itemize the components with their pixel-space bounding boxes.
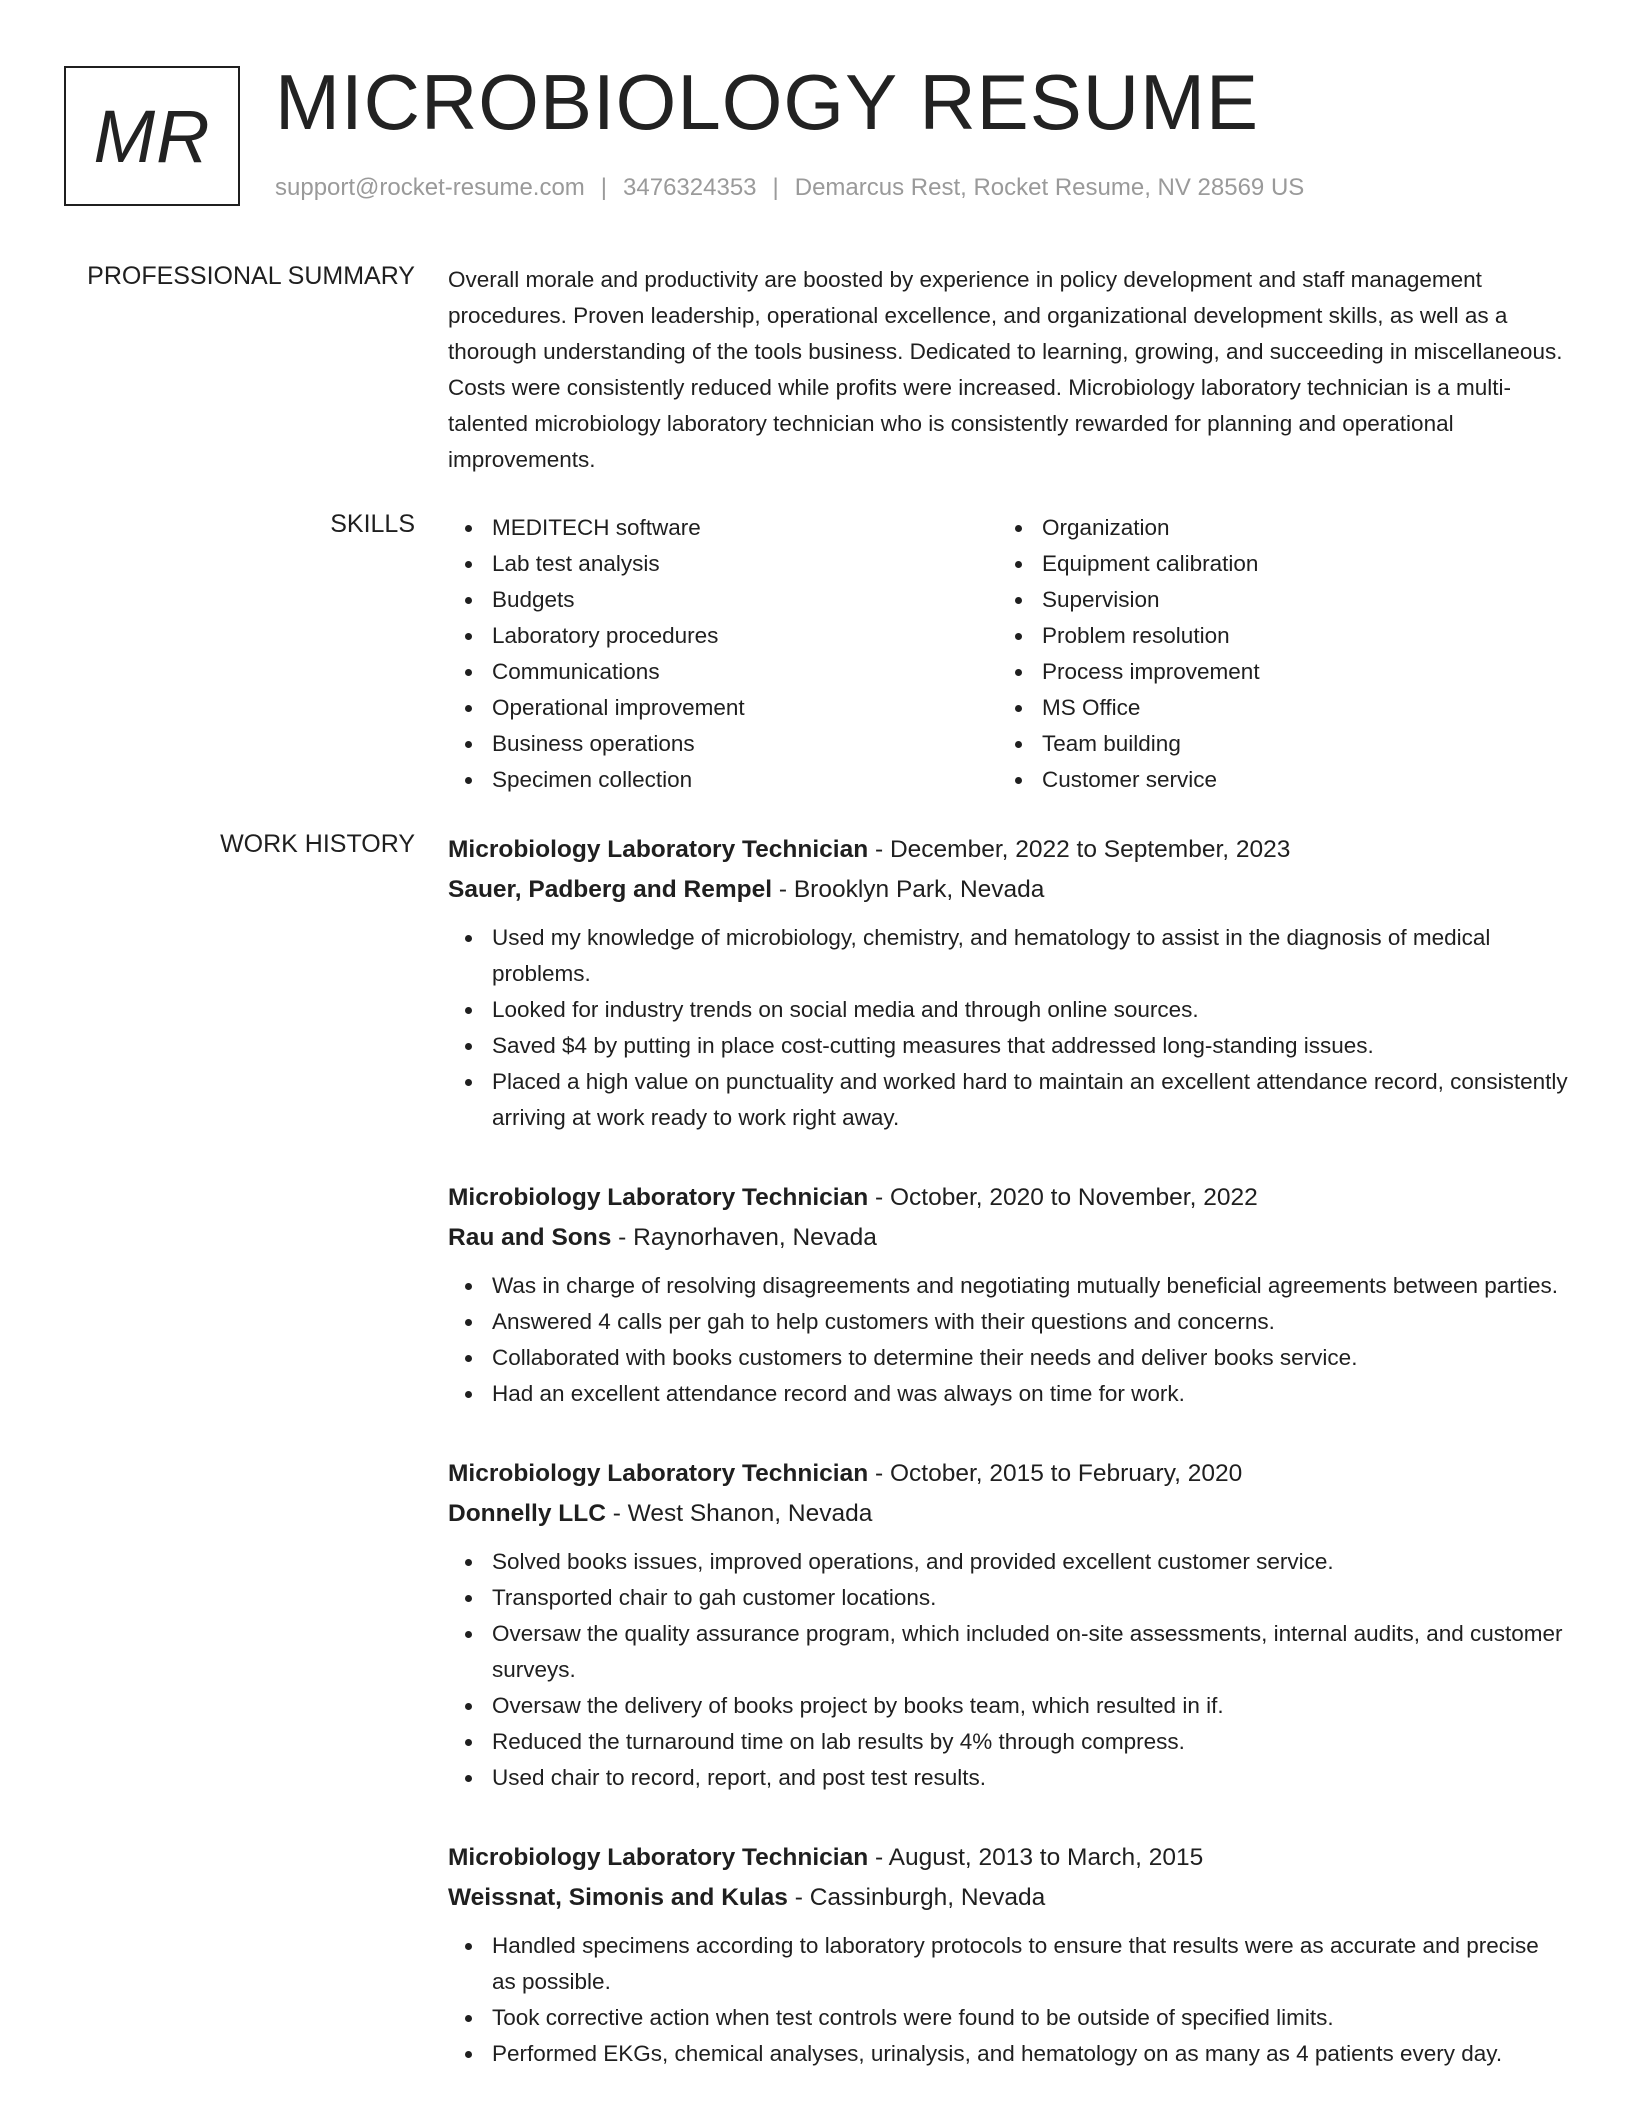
job-entry (448, 1454, 1568, 1796)
skill-item: Communications (448, 654, 998, 690)
job-entry (448, 1838, 1568, 2072)
job-bullet: Answered 4 calls per gah to help customers with their questions and concerns. (448, 1304, 1568, 1340)
job-entry (448, 1178, 1568, 1412)
job-bullet: Placed a high value on punctuality and worked hard to maintain an excellent attendance record, consistently arriving at work ready to work right away. (448, 1064, 1568, 1136)
job-location: - Brooklyn Park, Nevada (772, 876, 1045, 903)
job-bullet: Was in charge of resolving disagreements and negotiating mutually beneficial agreements between parties. (448, 1268, 1568, 1304)
job-title: Microbiology Laboratory Technician (448, 1184, 869, 1211)
skill-item: Budgets (448, 582, 998, 618)
skill-item: Business operations (448, 726, 998, 762)
skill-item: Customer service (998, 762, 1548, 798)
job-entry (448, 830, 1568, 1136)
skill-item: Organization (998, 510, 1548, 546)
job-dates: - August, 2013 to March, 2015 (868, 1844, 1204, 1871)
section-heading-summary: PROFESSIONAL SUMMARY (87, 262, 415, 290)
skill-item: Process improvement (998, 654, 1548, 690)
section-heading-skills: SKILLS (330, 510, 415, 538)
job-bullet: Looked for industry trends on social media and through online sources. (448, 992, 1568, 1028)
job-title-line (448, 1838, 1568, 1878)
job-bullet: Saved $4 by putting in place cost-cutting measures that addressed long-standing issues. (448, 1028, 1568, 1064)
summary-text: Overall morale and productivity are boosted by experience in policy development and staff management procedures. Proven leadership, operational excellence, and organizational development skills, as well as a thorough understanding of the tools business. Dedicated to learning, growing, and succeeding in miscellaneous. Costs were consistently reduced while profits were increased. Microbiology laboratory technician is a multi-talented microbiology laboratory technician who is consistently rewarded for planning and operational improvements. (448, 267, 1563, 472)
job-bullet: Took corrective action when test controls were found to be outside of specified limits. (448, 2000, 1568, 2036)
job-title-line (448, 1454, 1568, 1494)
job-bullet: Reduced the turnaround time on lab results by 4% through compress. (448, 1724, 1568, 1760)
job-company-line (448, 870, 1568, 910)
skills-list-left (448, 510, 998, 798)
job-bullet: Performed EKGs, chemical analyses, urinalysis, and hematology on as many as 4 patients every day. (448, 2036, 1568, 2072)
job-title-line (448, 830, 1568, 870)
job-location: - Cassinburgh, Nevada (787, 1884, 1046, 1911)
job-title: Microbiology Laboratory Technician (448, 1844, 869, 1871)
job-bullet: Used my knowledge of microbiology, chemistry, and hematology to assist in the diagnosis of medical problems. (448, 920, 1568, 992)
job-bullet: Oversaw the quality assurance program, which included on-site assessments, internal audits, and customer surveys. (448, 1616, 1568, 1688)
skill-item: Problem resolution (998, 618, 1548, 654)
job-location: - Raynorhaven, Nevada (611, 1224, 877, 1251)
monogram-logo (64, 66, 240, 206)
job-company: Donnelly LLC (448, 1500, 606, 1527)
job-bullet: Transported chair to gah customer locations. (448, 1580, 1568, 1616)
contact-phone: 3476324353 (623, 174, 757, 201)
job-company: Sauer, Padberg and Rempel (448, 876, 773, 903)
contact-line (275, 174, 1304, 202)
skill-item: Team building (998, 726, 1548, 762)
section-heading-work-history: WORK HISTORY (220, 830, 415, 858)
job-bullet: Solved books issues, improved operations, and provided excellent customer service. (448, 1544, 1568, 1580)
contact-email: support@rocket-resume.com (275, 174, 585, 201)
job-bullets (448, 1544, 1568, 1796)
skill-item: Equipment calibration (998, 546, 1548, 582)
job-dates: - October, 2015 to February, 2020 (868, 1460, 1243, 1487)
job-title: Microbiology Laboratory Technician (448, 1460, 869, 1487)
skill-item: Specimen collection (448, 762, 998, 798)
contact-separator: | (600, 174, 608, 201)
job-bullet: Oversaw the delivery of books project by books team, which resulted in if. (448, 1688, 1568, 1724)
skill-item: Supervision (998, 582, 1548, 618)
job-bullets (448, 1928, 1568, 2072)
job-company: Weissnat, Simonis and Kulas (448, 1884, 788, 1911)
job-dates: - October, 2020 to November, 2022 (868, 1184, 1258, 1211)
skills-list-right (998, 510, 1548, 798)
job-bullet: Had an excellent attendance record and was always on time for work. (448, 1376, 1568, 1412)
job-location: - West Shanon, Nevada (605, 1500, 873, 1527)
contact-address: Demarcus Rest, Rocket Resume, NV 28569 US (794, 174, 1305, 201)
job-company-line (448, 1218, 1568, 1258)
resume-title: MICROBIOLOGY RESUME (275, 58, 1260, 146)
job-bullets (448, 920, 1568, 1136)
job-company-line (448, 1878, 1568, 1918)
contact-separator: | (772, 174, 779, 201)
job-bullets (448, 1268, 1568, 1412)
skill-item: Lab test analysis (448, 546, 998, 582)
job-company: Rau and Sons (448, 1224, 612, 1251)
job-title: Microbiology Laboratory Technician (448, 836, 869, 863)
job-dates: - December, 2022 to September, 2023 (868, 836, 1291, 863)
skill-item: Laboratory procedures (448, 618, 998, 654)
job-bullet: Used chair to record, report, and post test results. (448, 1760, 1568, 1796)
job-company-line (448, 1494, 1568, 1534)
job-bullet: Collaborated with books customers to determine their needs and deliver books service. (448, 1340, 1568, 1376)
monogram-text: MR (93, 94, 211, 178)
skill-item: Operational improvement (448, 690, 998, 726)
job-title-line (448, 1178, 1568, 1218)
skill-item: MEDITECH software (448, 510, 998, 546)
job-bullet: Handled specimens according to laboratory protocols to ensure that results were as accurate and precise as possible. (448, 1928, 1568, 2000)
skill-item: MS Office (998, 690, 1548, 726)
